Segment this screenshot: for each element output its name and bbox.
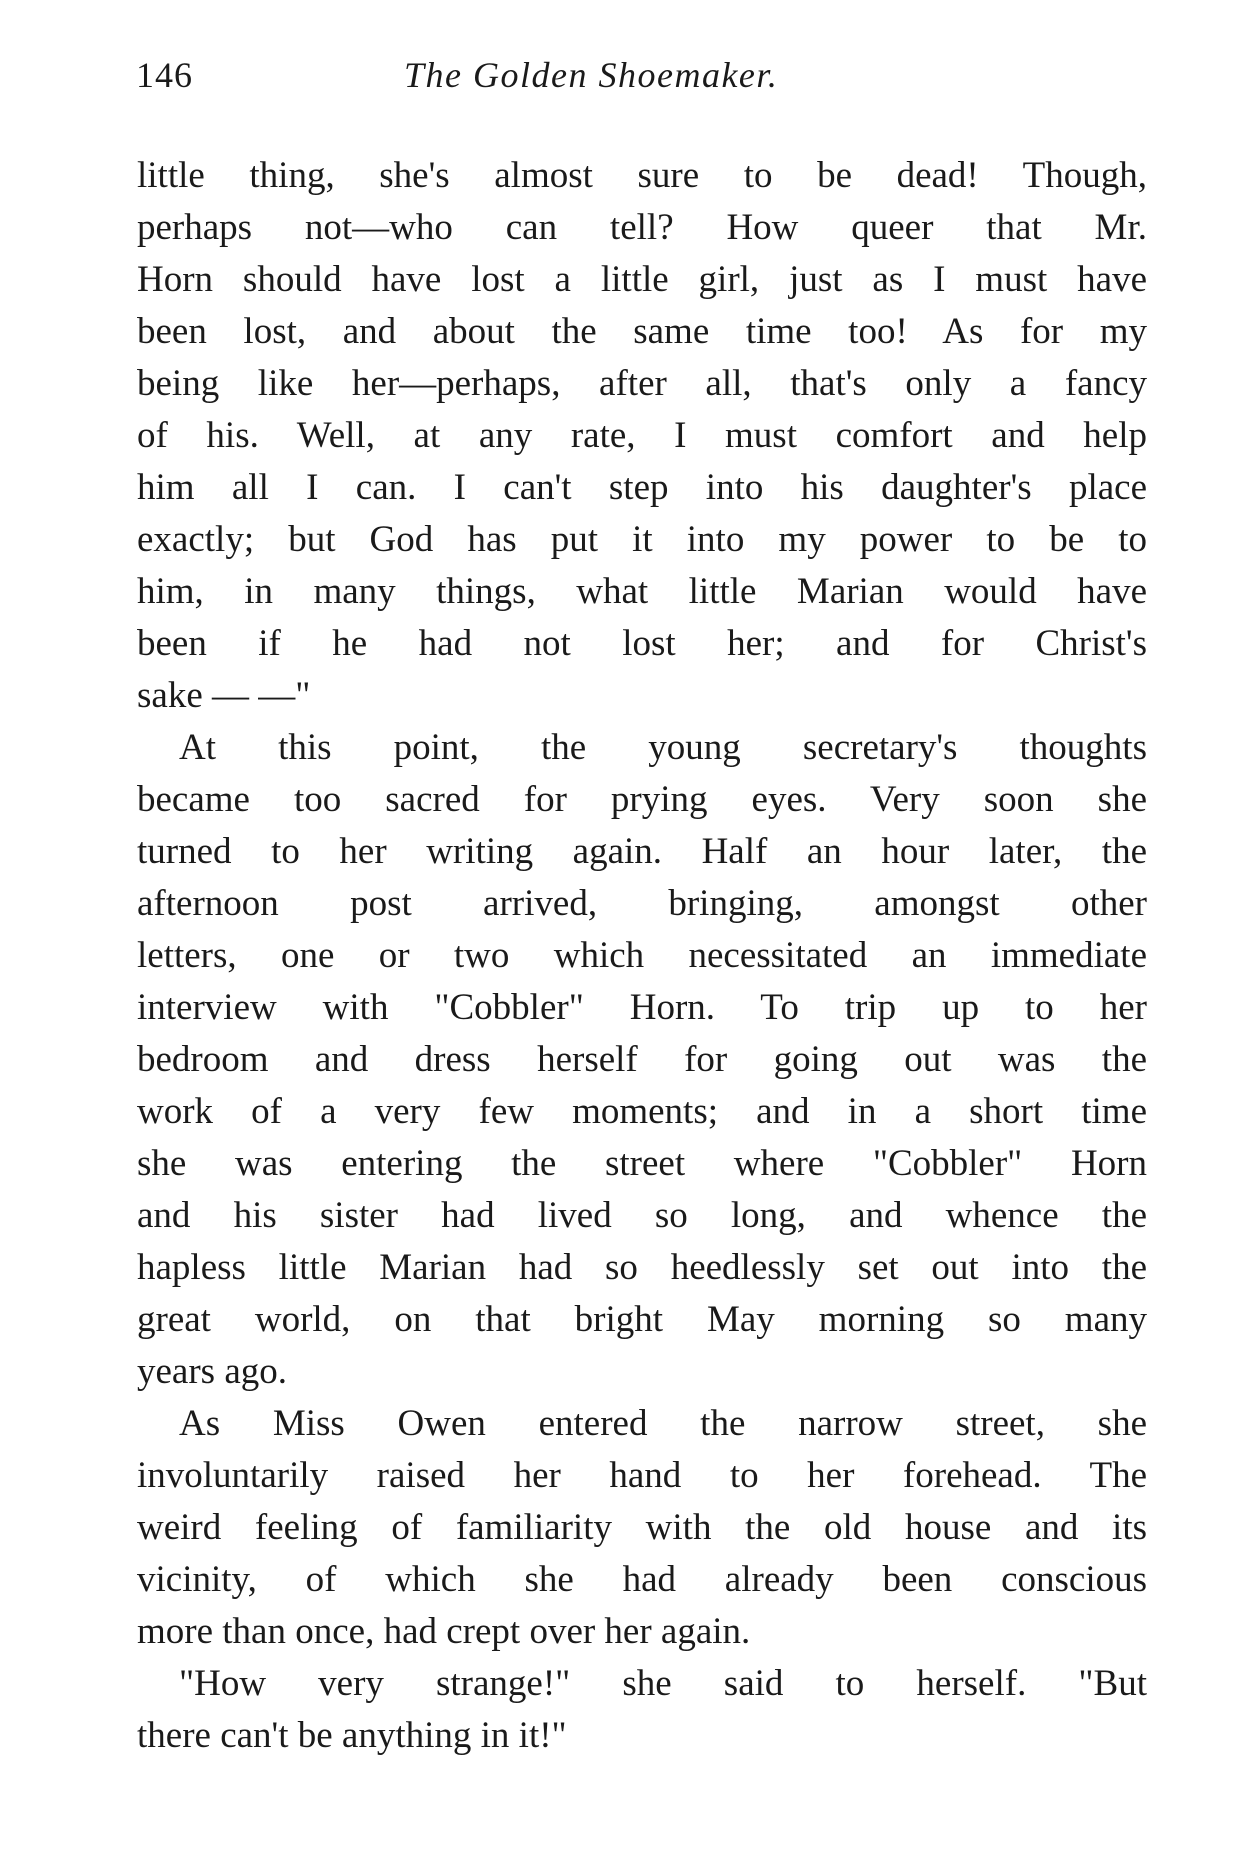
text-line: she was entering the street where "Cobbler" Horn xyxy=(137,1143,1147,1184)
text-line: became too sacred for prying eyes. Very soon she xyxy=(137,779,1147,820)
text-line: involuntarily raised her hand to her forehead. The xyxy=(137,1455,1147,1496)
text-line: hapless little Marian had so heedlessly set out into the xyxy=(137,1247,1147,1288)
text-line: him, in many things, what little Marian would have xyxy=(137,571,1147,612)
text-line: and his sister had lived so long, and whence the xyxy=(137,1195,1147,1236)
text-line: Horn should have lost a little girl, just as I must have xyxy=(137,259,1147,300)
text-line: little thing, she's almost sure to be dead! Though, xyxy=(137,155,1147,196)
text-line: afternoon post arrived, bringing, amongst other xyxy=(137,883,1147,924)
text-line: exactly; but God has put it into my power to be to xyxy=(137,519,1147,560)
text-line: been lost, and about the same time too! As for my xyxy=(137,311,1147,352)
text-line: work of a very few moments; and in a short time xyxy=(137,1091,1147,1132)
text-line: sake — —" xyxy=(137,675,311,716)
running-title: The Golden Shoemaker. xyxy=(404,55,779,95)
text-line: letters, one or two which necessitated an immediate xyxy=(137,935,1147,976)
text-line: been if he had not lost her; and for Christ's xyxy=(137,623,1147,664)
text-line: there can't be anything in it!" xyxy=(137,1715,567,1756)
text-line: turned to her writing again. Half an hour later, the xyxy=(137,831,1147,872)
text-line: weird feeling of familiarity with the old house and its xyxy=(137,1507,1147,1548)
page-number: 146 xyxy=(136,55,193,95)
text-line: perhaps not—who can tell? How queer that Mr. xyxy=(137,207,1147,248)
text-line: "How very strange!" she said to herself. "But xyxy=(179,1663,1147,1704)
text-line: more than once, had crept over her again. xyxy=(137,1611,751,1652)
text-line: great world, on that bright May morning so many xyxy=(137,1299,1147,1340)
text-line: interview with "Cobbler" Horn. To trip up to her xyxy=(137,987,1147,1028)
text-line: At this point, the young secretary's thoughts xyxy=(179,727,1147,768)
text-line: vicinity, of which she had already been conscious xyxy=(137,1559,1147,1600)
text-line: him all I can. I can't step into his daughter's place xyxy=(137,467,1147,508)
text-line: As Miss Owen entered the narrow street, she xyxy=(179,1403,1147,1444)
text-line: years ago. xyxy=(137,1351,287,1392)
text-line: of his. Well, at any rate, I must comfort and help xyxy=(137,415,1147,456)
text-line: bedroom and dress herself for going out was the xyxy=(137,1039,1147,1080)
running-head xyxy=(136,54,1136,104)
body-text xyxy=(137,150,1147,1762)
text-line: being like her—perhaps, after all, that's only a fancy xyxy=(137,363,1147,404)
